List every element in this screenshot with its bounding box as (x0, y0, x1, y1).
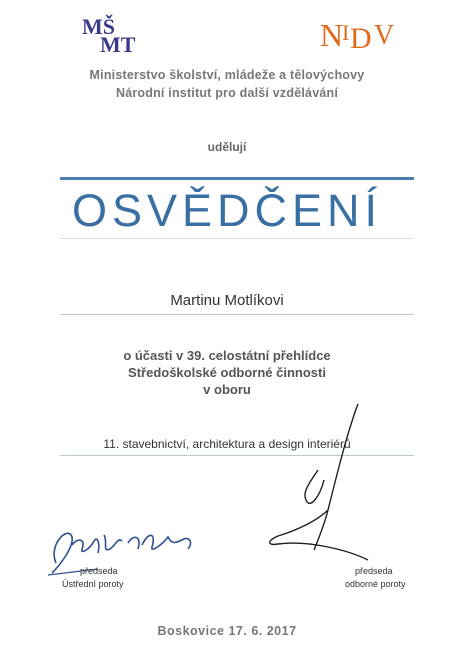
right-role-2: odborné poroty (345, 579, 406, 589)
left-signature (38, 515, 208, 585)
issuer-line-1: Ministerstvo školství, mládeže a tělovýchovy (89, 68, 365, 82)
title-top-rule (60, 177, 414, 180)
recipient-rule (60, 314, 414, 315)
nidv-logo (318, 14, 400, 54)
title-bottom-rule (60, 238, 414, 239)
left-role-2: Ústřední poroty (62, 579, 124, 589)
svg-text:V: V (374, 20, 395, 51)
svg-text:N: N (320, 17, 344, 53)
certificate-title: OSVĚDČENÍ (71, 185, 383, 236)
grant-word: udělují (207, 140, 247, 154)
left-role-1: předseda (80, 566, 118, 576)
field-of-study: 11. stavebnictví, architektura a design interiérů (103, 437, 351, 451)
issuer-line-2: Národní institut pro další vzdělávání (115, 86, 339, 100)
msmt-logo (78, 12, 142, 54)
recipient-name: Martinu Motlíkovi (170, 292, 284, 309)
right-signature (258, 400, 378, 580)
svg-text:I: I (342, 20, 350, 45)
right-role-1: předseda (355, 566, 393, 576)
body-line-2: Středoškolské odborné činnosti (128, 365, 326, 380)
body-line-1: o účasti v 39. celostátní přehlídce (123, 348, 331, 363)
svg-text:MŠ: MŠ (82, 14, 115, 39)
body-line-3: v oboru (203, 382, 251, 397)
svg-text:D: D (350, 22, 372, 54)
place-date: Boskovice 17. 6. 2017 (157, 624, 297, 638)
svg-text:MT: MT (100, 32, 136, 54)
